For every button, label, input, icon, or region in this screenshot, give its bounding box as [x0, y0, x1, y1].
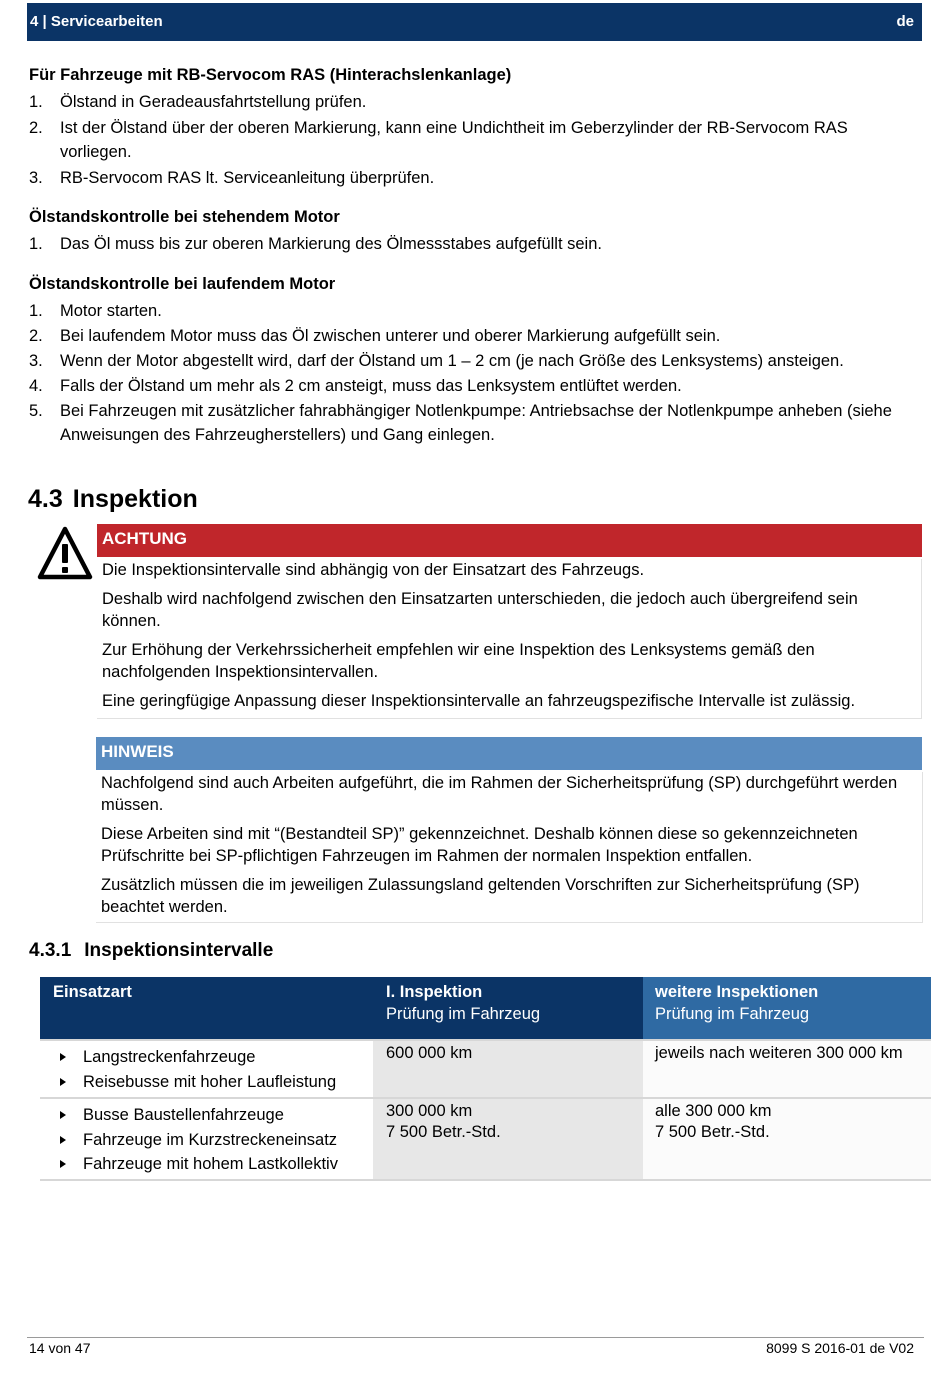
list-item: 1. Motor starten.	[29, 302, 162, 320]
section-title: Inspektion	[72, 485, 198, 513]
section-heading	[28, 485, 198, 514]
inspection-interval-table	[40, 977, 931, 1181]
list-item: 2. Ist der Ölstand über der oberen Markierung, kann eine Undichtheit im Geberzylinder der RB-Servocom RAS vorliegen.	[29, 119, 848, 161]
bullet-triangle-icon	[60, 1053, 66, 1061]
document-id: 8099 S 2016-01 de V02	[766, 1340, 914, 1356]
list-item: 4. Falls der Ölstand um mehr als 2 cm ansteigt, muss das Lenksystem entlüftet werden.	[29, 377, 682, 395]
achtung-paragraph: Deshalb wird nachfolgend zwischen den Einsatzarten unterschieden, die jedoch auch übergreifend sein können.	[102, 590, 858, 630]
laufend-heading: Ölstandskontrolle bei laufendem Motor	[29, 275, 336, 293]
list-item: Reisebusse mit hoher Laufleistung	[60, 1070, 373, 1095]
table-cell-further: jeweils nach weiteren 300 000 km	[643, 1041, 931, 1097]
table-cell-einsatzart	[40, 1041, 373, 1097]
subsection-number: 4.3.1	[29, 940, 72, 961]
table-cell-first: 300 000 km 7 500 Betr.-Std.	[373, 1099, 643, 1179]
list-item: 2. Bei laufendem Motor muss das Öl zwischen unterer und oberer Markierung aufgefüllt sein.	[29, 327, 721, 345]
hinweis-paragraph: Diese Arbeiten sind mit “(Bestandteil SP)” gekennzeichnet. Deshalb können diese so gekennzeichneten Prüfschritte bei SP-pflichtigen Fahrzeugen im Rahmen der normalen Inspektion entfallen.	[101, 825, 858, 865]
section-number: 4.3	[28, 485, 63, 513]
list-item: 1. Ölstand in Geradeausfahrtstellung prüfen.	[29, 93, 367, 111]
table-cell-first: 600 000 km	[373, 1041, 643, 1097]
page-number: 14 von 47	[29, 1340, 91, 1356]
subsection-title: Inspektionsintervalle	[84, 940, 274, 961]
bullet-triangle-icon	[60, 1111, 66, 1119]
hinweis-paragraph: Nachfolgend sind auch Arbeiten aufgeführt, die im Rahmen der Sicherheitsprüfung (SP) durchgeführt werden müssen.	[101, 774, 898, 814]
table-row	[40, 1041, 931, 1099]
bullet-triangle-icon	[60, 1078, 66, 1086]
achtung-paragraph: Die Inspektionsintervalle sind abhängig von der Einsatzart des Fahrzeugs.	[102, 561, 645, 579]
list-item: 5. Bei Fahrzeugen mit zusätzlicher fahrabhängiger Notlenkpumpe: Antriebsachse der Notlenkpumpe anheben (siehe Anweisungen des Fahrzeugherstellers) und Gang einlegen.	[29, 402, 892, 444]
stehend-heading: Ölstandskontrolle bei stehendem Motor	[29, 208, 340, 226]
hinweis-header	[96, 737, 922, 770]
subsection-heading	[29, 940, 273, 962]
column-header-further-inspections: weitere Inspektionen Prüfung im Fahrzeug	[643, 977, 931, 1039]
table-cell-further: alle 300 000 km 7 500 Betr.-Std.	[643, 1099, 931, 1179]
list-item: Langstreckenfahrzeuge	[60, 1045, 373, 1070]
laufend-list	[29, 299, 909, 447]
table-cell-einsatzart	[40, 1099, 373, 1179]
achtung-paragraph: Zur Erhöhung der Verkehrssicherheit empfehlen wir eine Inspektion des Lenksystems gemäß den nachfolgenden Inspektionsintervallen.	[102, 641, 815, 681]
hinweis-label: HINWEIS	[101, 742, 174, 761]
achtung-body	[97, 559, 922, 719]
list-item: 1. Das Öl muss bis zur oberen Markierung des Ölmessstabes aufgefüllt sein.	[29, 235, 602, 253]
ras-heading: Für Fahrzeuge mit RB-Servocom RAS (Hinterachslenkanlage)	[29, 66, 512, 84]
header-language: de	[896, 13, 914, 30]
header-section: 4 | Servicearbeiten	[30, 13, 163, 30]
table-row	[40, 1099, 931, 1181]
list-item: 3. Wenn der Motor abgestellt wird, darf der Ölstand um 1 – 2 cm (je nach Größe des Lenksystems) ansteigen.	[29, 352, 844, 370]
bullet-triangle-icon	[60, 1160, 66, 1168]
achtung-paragraph: Eine geringfügige Anpassung dieser Inspektionsintervalle an fahrzeugspezifische Intervalle ist zulässig.	[102, 692, 856, 710]
list-item: Fahrzeuge mit hohem Lastkollektiv	[60, 1152, 373, 1177]
table-header	[40, 977, 931, 1039]
bullet-triangle-icon	[60, 1136, 66, 1144]
page-header	[27, 3, 922, 41]
hinweis-paragraph: Zusätzlich müssen die im jeweiligen Zulassungsland geltenden Vorschriften zur Sicherheitsprüfung (SP) beachtet werden.	[101, 876, 860, 916]
footer-divider	[27, 1337, 924, 1338]
column-header-einsatzart: Einsatzart	[40, 977, 373, 1039]
list-item: Busse Baustellenfahrzeuge	[60, 1103, 373, 1128]
warning-triangle-icon	[37, 526, 93, 582]
list-item: Fahrzeuge im Kurzstreckeneinsatz	[60, 1128, 373, 1153]
achtung-label: ACHTUNG	[102, 529, 187, 548]
list-item: 3. RB-Servocom RAS lt. Serviceanleitung überprüfen.	[29, 169, 435, 187]
stehend-list	[29, 232, 909, 256]
hinweis-body	[96, 772, 923, 923]
column-header-first-inspection: I. Inspektion Prüfung im Fahrzeug	[373, 977, 643, 1039]
achtung-header	[97, 524, 922, 557]
ras-list	[29, 90, 909, 190]
